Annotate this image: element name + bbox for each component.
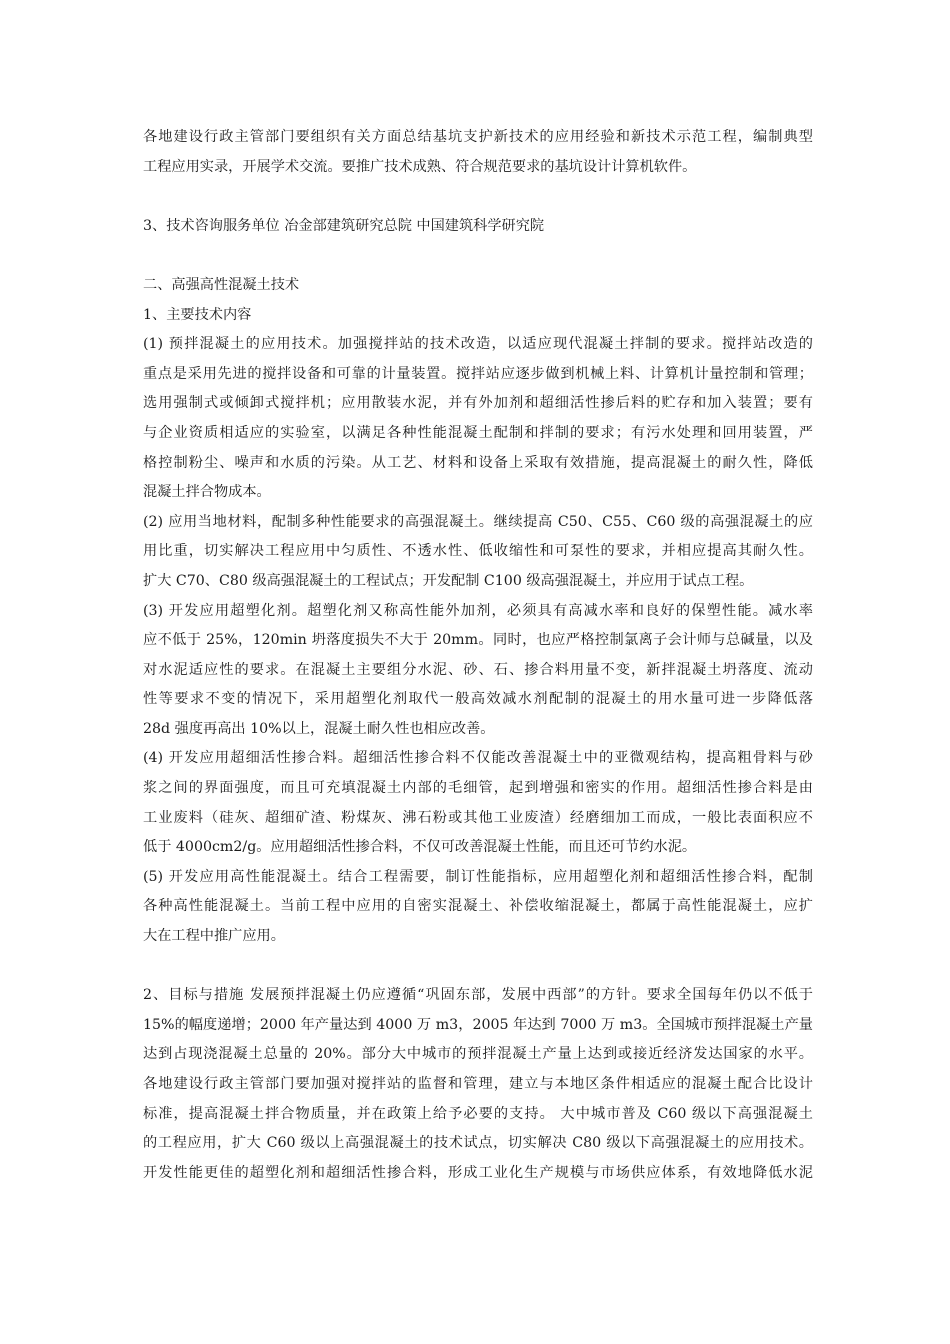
paragraph-foundation-pit-summary: [143, 123, 813, 182]
text-line: (1) 预拌混凝土的应用技术。加强搅拌站的技术改造，以适应现代混凝土拌制的要求。搅拌站改造的: [143, 336, 813, 353]
section-high-strength-concrete: [143, 271, 813, 952]
text-line: 性等要求不变的情况下，采用超塑化剂取代一般高效减水剂配制的混凝土的用水量可进一步降低落: [143, 691, 813, 708]
text-line: 开发性能更佳的超塑化剂和超细活性掺合料，形成工业化生产规模与市场供应体系，有效地降低水泥: [143, 1164, 813, 1181]
text-line: 低于 4000cm2/g。应用超细活性掺合料，不仅可改善混凝土性能，而且还可节约水泥。: [143, 839, 697, 856]
text-line: 混凝土拌合物成本。: [143, 484, 271, 501]
text-line: 的工程应用，扩大 C60 级以上高强混凝土的技术试点，切实解决 C80 级以下高强混凝土的应用技术。: [143, 1135, 813, 1152]
text-line: 与企业资质相适应的实验室，以满足各种性能混凝土配制和拌制的要求；有污水处理和回用装置，严: [143, 424, 813, 441]
paragraph-gap: [143, 952, 813, 982]
text-line: (2) 应用当地材料，配制多种性能要求的高强混凝土。继续提高 C50、C55、C60 级的高强混凝土的应: [143, 513, 813, 530]
text-line: 选用强制式或倾卸式搅拌机；应用散装水泥，并有外加剂和超细活性掺后料的贮存和加入装置；要有: [143, 395, 813, 412]
section-heading: 二、高强高性混凝土技术: [143, 276, 300, 293]
text-line: 工业废料（硅灰、超细矿渣、粉煤灰、沸石粉或其他工业废渣）经磨细加工而成，一般比表面积应不: [143, 809, 813, 826]
text-line: 3、技术咨询服务单位 冶金部建筑研究总院 中国建筑科学研究院: [143, 217, 545, 234]
text-line: 达到占现浇混凝土总量的 20%。部分大中城市的预拌混凝土产量上达到或接近经济发达国家的水平。: [143, 1046, 813, 1063]
document-body: [143, 123, 813, 1188]
text-line: 28d 强度再高出 10%以上，混凝土耐久性也相应改善。: [143, 720, 495, 737]
text-line: 应不低于 25%，120min 坍落度损失不大于 20mm。同时，也应严格控制氯离子会计师与总碱量，以及: [143, 632, 813, 649]
text-line: 各地建设行政主管部门要加强对搅拌站的监督和管理，建立与本地区条件相适应的混凝土配合比设计: [143, 1076, 813, 1092]
text-line: 重点是采用先进的搅拌设备和可靠的计量装置。搅拌站应逐步做到机械上料、计算机计量控制和管理；: [143, 365, 813, 382]
text-line: 各种高性能混凝土。当前工程中应用的自密实混凝土、补偿收缩混凝土，都属于高性能混凝土，应扩: [143, 898, 813, 915]
subsection-heading: 1、主要技术内容: [143, 306, 252, 323]
text-line: 2、目标与措施 发展预拌混凝土仍应遵循“巩固东部，发展中西部”的方针。要求全国每年仍以不低于: [143, 987, 813, 1004]
text-line: (3) 开发应用超塑化剂。超塑化剂又称高性能外加剂，必须具有高减水率和良好的保塑性能。减水率: [143, 602, 813, 619]
text-line: 工程应用实录，开展学术交流。要推广技术成熟、符合规范要求的基坑设计计算机软件。: [143, 158, 697, 175]
paragraph-consulting-units: [143, 212, 813, 242]
text-line: 大在工程中推广应用。: [143, 928, 285, 945]
paragraph-gap: [143, 182, 813, 212]
text-line: 扩大 C70、C80 级高强混凝土的工程试点；开发配制 C100 级高强混凝土，并应用于试点工程。: [143, 572, 754, 589]
text-line: 浆之间的界面强度，而且可充填混凝土内部的毛细管，起到增强和密实的作用。超细活性掺合料是由: [143, 780, 813, 797]
text-line: (5) 开发应用高性能混凝土。结合工程需要，制订性能指标，应用超塑化剂和超细活性掺合料，配制: [143, 868, 813, 885]
text-line: (4) 开发应用超细活性掺合料。超细活性掺合料不仅能改善混凝土中的亚微观结构，提高粗骨料与砂: [143, 750, 813, 767]
text-line: 各地建设行政主管部门要组织有关方面总结基坑支护新技术的应用经验和新技术示范工程，编制典型: [143, 129, 813, 145]
paragraph-gap: [143, 241, 813, 271]
text-line: 15%的幅度递增；2000 年产量达到 4000 万 m3，2005 年达到 7000 万 m3。全国城市预拌混凝土产量: [143, 1016, 813, 1033]
text-line: 对水泥适应性的要求。在混凝土主要组分水泥、砂、石、掺合料用量不变，新拌混凝土坍落度、流动: [143, 661, 813, 678]
text-line: 标准，提高混凝土拌合物质量，并在政策上给予必要的支持。 大中城市普及 C60 级以下高强混凝土: [143, 1105, 813, 1122]
paragraph-goals-and-measures: [143, 981, 813, 1188]
text-line: 格控制粉尘、噪声和水质的污染。从工艺、材料和设备上采取有效措施，提高混凝土的耐久性，降低: [143, 454, 813, 471]
text-line: 用比重，切实解决工程应用中匀质性、不透水性、低收缩性和可泵性的要求，并相应提高其耐久性。: [143, 543, 813, 560]
